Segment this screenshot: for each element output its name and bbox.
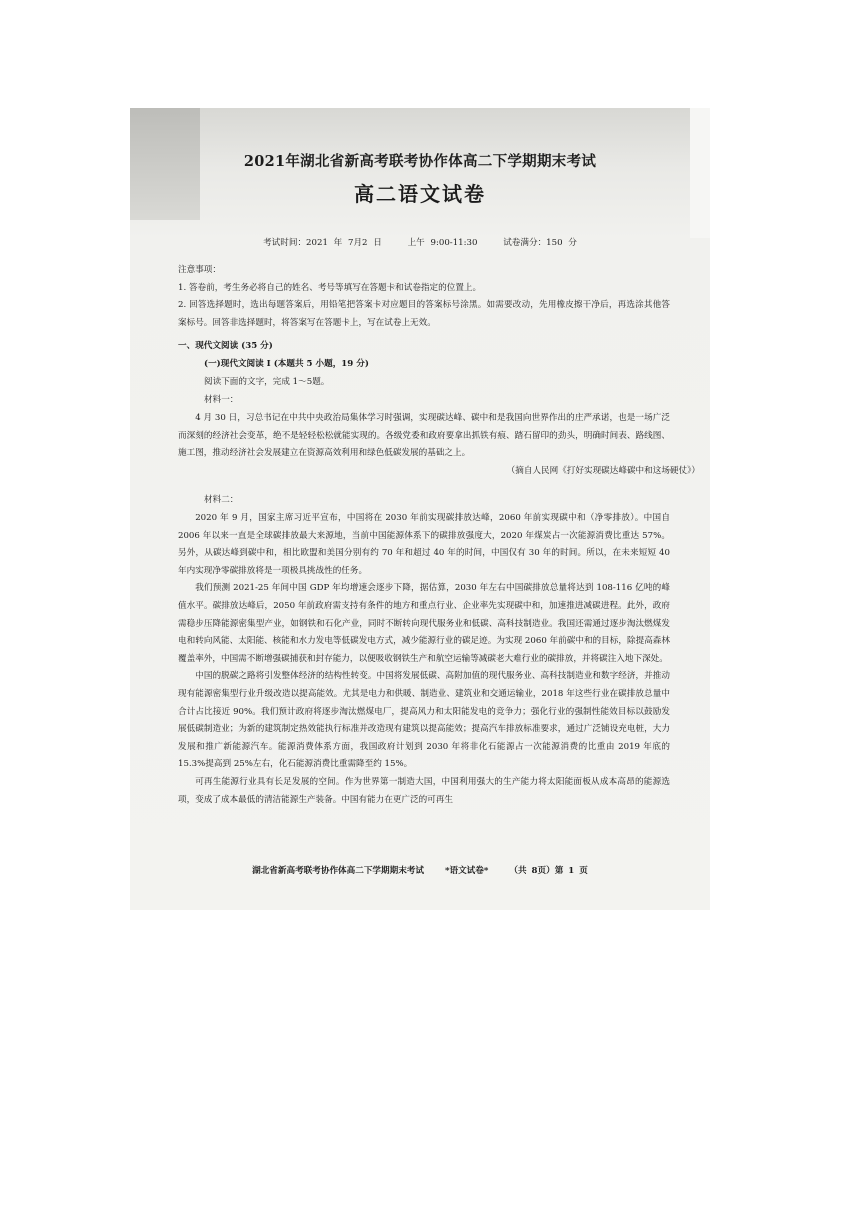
- subject-title: 高二语文试卷: [354, 182, 486, 206]
- exam-score: 试卷满分：150 分: [503, 238, 577, 248]
- material1-text: [178, 410, 670, 463]
- page-footer: [130, 864, 710, 876]
- notes-heading: 注意事项：: [178, 265, 221, 275]
- exam-session: 上午 9:00-11:30: [407, 238, 478, 248]
- note-item: 2. 回答选择题时，选出每题答案后，用铅笔把答案卡对应题目的答案标号涂黑。如需要改动，先用橡皮擦干净后，再选涂其他答案标号。回答非选择题时，将答案写在答题卡上，写在试卷上无效。: [178, 300, 670, 328]
- paragraph: 2020 年 9 月，国家主席习近平宣布，中国将在 2030 年前实现碳排放达峰，2060 年前实现碳中和（净零排放）。中国自 2006 年以来一直是全球碳排放最大来源地，当前中国能源体系下的碳排放强度大，2020 年煤炭占一次能源消费比重达 57%。另外，从碳达峰到碳中和，相比欧盟和美国分别有约 70 年和超过 40 年的时间，中国仅有 30 年的时间。所以，在未来短短 40 年内实现净零碳排放将是一项极具挑战性的任务。: [178, 513, 670, 576]
- paragraph: 我们预测 2021-25 年间中国 GDP 年均增速会逐步下降，据估算，2030 年左右中国碳排放总量将达到 108-116 亿吨的峰值水平。碳排放达峰后，2050 年前政府需支持有条件的地方和重点行业、企业率先实现碳中和，加速推进减碳进程。此外，政府需稳步压降能源密集型产业，如钢铁和石化产业，同时不断转向现代服务业和低碳、高科技制造业。我国还需通过逐步淘汰燃煤发电和转向风能、太阳能、核能和水力发电等低碳发电方式，减少能源行业的碳足迹。为实现 2060 年前碳中和的目标，除提高森林覆盖率外，中国需不断增强碳捕获和封存能力，以便吸收钢铁生产和航空运输等减碳老大难行业的碳排放，并将碳注入地下深处。: [178, 583, 670, 664]
- material2-label: 材料二：: [204, 495, 239, 505]
- paragraph: 可再生能源行业具有长足发展的空间。作为世界第一制造大国，中国利用强大的生产能力将太阳能面板从成本高昂的能源选项，变成了成本最低的清洁能源生产装备。中国有能力在更广泛的可再生: [178, 776, 670, 805]
- material1-label: 材料一：: [204, 395, 239, 405]
- paragraph: 4 月 30 日，习总书记在中共中央政治局集体学习时强调，实现碳达峰、碳中和是我国向世界作出的庄严承诺，也是一场广泛而深刻的经济社会变革，绝不是轻轻松松就能实现的。各级党委和政府要拿出抓铁有痕、踏石留印的劲头，明确时间表、路线图、施工图，推动经济社会发展建立在资源高效利用和绿色低碳发展的基础之上。: [178, 413, 670, 459]
- footer-subject: *语文试卷*: [445, 866, 489, 876]
- material1-source: （摘自人民网《打好实现碳达峰碳中和这场硬仗》）: [506, 466, 700, 476]
- paragraph: 中国的脱碳之路将引发整体经济的结构性转变。中国将发展低碳、高附加值的现代服务业、高科技制造业和数字经济，并推动现有能源密集型行业升级改造以提高能效。尤其是电力和供暖、制造业、建筑业和交通运输业，2018 年这些行业在碳排放总量中合计占比接近 90%。我们预计政府将逐步淘汰燃煤电厂，提高风力和太阳能发电的竞争力；强化行业的强制性能效目标以鼓励发展低碳制造业；为新的建筑制定热效能执行标准并改造现有建筑以提高能效；提高汽车排放标准要求，通过广泛铺设充电桩，大力发展和推广新能源汽车。能源消费体系方面，我国政府计划到 2030 年将非化石能源占一次能源消费的比重由 2019 年底的 15.3%提高到 25%左右，化石能源消费比重需降至约 15%。: [178, 671, 670, 770]
- footer-exam-name: 湖北省新高考联考协作体高二下学期期末考试: [252, 866, 424, 876]
- notes: [178, 262, 670, 332]
- footer-pages: （共 8页）第 1 页: [509, 866, 588, 876]
- exam-time: 考试时间：2021 年 7月2 日: [263, 238, 382, 248]
- paper-edge: [690, 108, 710, 238]
- note-item: 1. 答卷前，考生务必将自己的姓名、考号等填写在答题卡和试卷指定的位置上。: [178, 282, 482, 293]
- exam-paper: [130, 108, 710, 910]
- material2-text: [178, 510, 670, 809]
- subsection-heading: (一)现代文阅读 I (本题共 5 小题，19 分): [204, 359, 369, 369]
- section-heading: 一、现代文阅读 (35 分): [178, 341, 273, 351]
- exam-title: 2021年湖北省新高考联考协作体高二下学期期末考试: [243, 153, 597, 170]
- instruction: 阅读下面的文字，完成 1～5题。: [204, 377, 330, 387]
- exam-info: [130, 236, 710, 248]
